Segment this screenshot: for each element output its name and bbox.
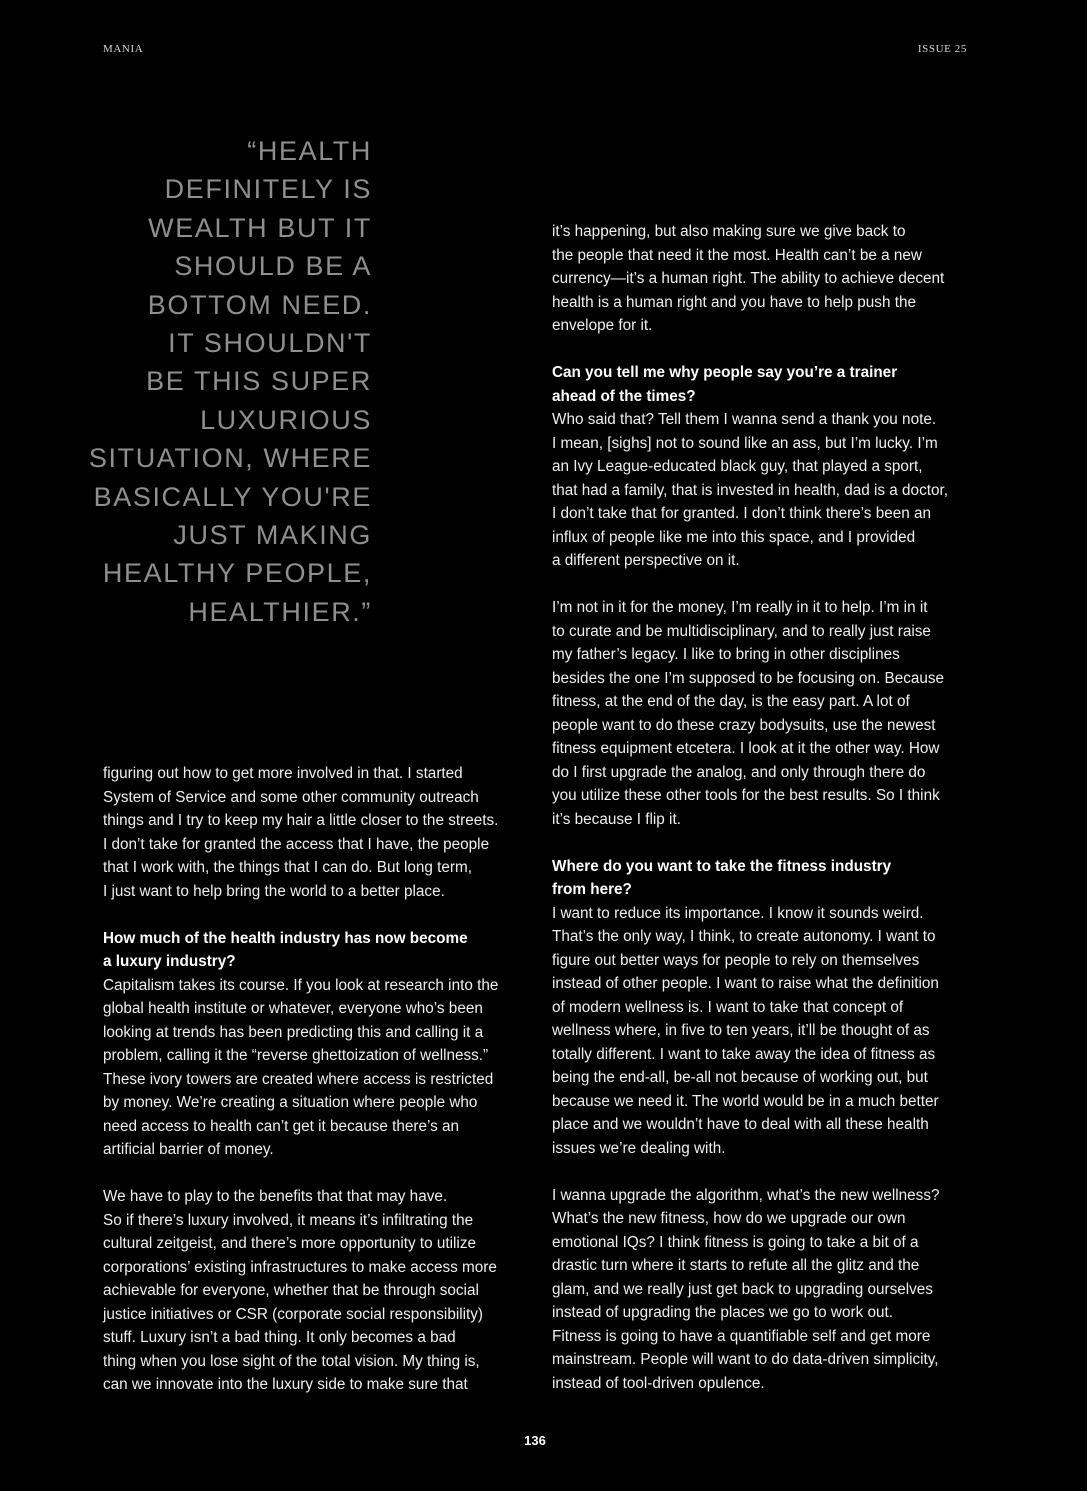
- text-line: an Ivy League-educated black guy, that played a sport,: [552, 458, 923, 475]
- pull-quote-line: WEALTH BUT IT: [148, 212, 372, 243]
- text-line: I wanna upgrade the algorithm, what’s the new wellness?: [552, 1186, 940, 1204]
- pull-quote-line: BASICALLY YOU'RE: [93, 481, 372, 512]
- pull-quote-line: BE THIS SUPER: [146, 366, 372, 397]
- text-line: it’s happening, but also making sure we give back to: [552, 223, 906, 240]
- body-paragraph: [552, 220, 972, 338]
- text-line: I want to reduce its importance. I know it sounds weird.: [552, 904, 924, 922]
- text-line: figure out better ways for people to rely on themselves: [552, 951, 920, 969]
- interview-question: How much of the health industry has now become: [103, 929, 468, 947]
- text-line: What’s the new fitness, how do we upgrade our own: [552, 1210, 906, 1227]
- text-line: fitness equipment etcetera. I look at it the other way. How: [552, 740, 940, 757]
- text-line: that I work with, the things that I can do. But long term,: [103, 859, 473, 876]
- text-line: I’m not in it for the money, I’m really in it to help. I’m in it: [552, 599, 928, 616]
- text-line: cultural zeitgeist, and there’s more opportunity to utilize: [103, 1235, 476, 1252]
- text-line: artificial barrier of money.: [103, 1141, 274, 1158]
- text-line: We have to play to the benefits that that may have.: [103, 1188, 448, 1205]
- text-line: figuring out how to get more involved in that. I started: [103, 765, 463, 782]
- text-line: corporations’ existing infrastructures to make access more: [103, 1258, 497, 1276]
- text-line: issues we’re dealing with.: [552, 1139, 726, 1157]
- text-line: I mean, [sighs] not to sound like an ass, but I’m lucky. I’m: [552, 434, 938, 452]
- text-line: because we need it. The world would be in a much better: [552, 1092, 939, 1110]
- qa-block: [103, 927, 523, 1162]
- body-paragraph: [552, 1184, 972, 1396]
- interview-question: from here?: [552, 881, 632, 898]
- text-line: problem, calling it the “reverse ghettoization of wellness.”: [103, 1047, 489, 1064]
- left-column: [103, 762, 523, 1397]
- pull-quote-line: BOTTOM NEED.: [147, 289, 372, 320]
- text-line: Capitalism takes its course. If you look at research into the: [103, 976, 499, 994]
- text-line: emotional IQs? I think fitness is going to take a bit of a: [552, 1233, 919, 1251]
- text-line: justice initiatives or CSR (corporate social responsibility): [103, 1305, 484, 1323]
- text-line: System of Service and some other community outreach: [103, 788, 479, 806]
- text-line: That’s the only way, I think, to create autonomy. I want to: [552, 928, 936, 945]
- text-line: things and I try to keep my hair a little closer to the streets.: [103, 812, 499, 829]
- qa-block: [552, 361, 972, 573]
- text-line: global health institute or whatever, everyone who’s been: [103, 1000, 483, 1017]
- text-line: achievable for everyone, whether that be through social: [103, 1282, 479, 1299]
- text-line: by money. We’re creating a situation where people who: [103, 1094, 478, 1111]
- pull-quote-line: HEALTHIER.”: [188, 596, 372, 627]
- text-line: glam, and we really just get back to upgrading ourselves: [552, 1280, 933, 1298]
- issue-number: ISSUE 25: [917, 43, 967, 55]
- pull-quote: [60, 132, 372, 631]
- interview-question: ahead of the times?: [552, 387, 696, 405]
- text-line: that had a family, that is invested in health, dad is a doctor,: [552, 481, 948, 499]
- body-paragraph: [103, 1185, 523, 1397]
- text-line: So if there’s luxury involved, it means it’s infiltrating the: [103, 1211, 474, 1229]
- interview-question: Can you tell me why people say you’re a trainer: [552, 364, 898, 381]
- pull-quote-line: SHOULD BE A: [174, 251, 372, 282]
- text-line: These ivory towers are created where access is restricted: [103, 1070, 494, 1088]
- text-line: besides the one I’m supposed to be focusing on. Because: [552, 669, 945, 687]
- pull-quote-line: DEFINITELY IS: [164, 174, 372, 205]
- text-line: I don’t take that for granted. I don’t think there’s been an: [552, 505, 931, 522]
- text-line: drastic turn where it starts to refute all the glitz and the: [552, 1257, 920, 1274]
- text-line: thing when you lose sight of the total vision. My thing is,: [103, 1352, 480, 1370]
- text-line: can we innovate into the luxury side to make sure that: [103, 1376, 468, 1393]
- pull-quote-line: IT SHOULDN'T: [168, 328, 372, 359]
- text-line: you utilize these other tools for the best results. So I think: [552, 787, 940, 804]
- text-line: instead of other people. I want to raise what the definition: [552, 975, 939, 992]
- pull-quote-line: HEALTHY PEOPLE,: [102, 558, 372, 589]
- text-line: looking at trends has been predicting this and calling it a: [103, 1023, 484, 1041]
- text-line: Who said that? Tell them I wanna send a thank you note.: [552, 411, 937, 428]
- text-line: mainstream. People will want to do data-driven simplicity,: [552, 1351, 939, 1368]
- text-line: need access to health can’t get it because there’s an: [103, 1117, 460, 1135]
- text-line: do I first upgrade the analog, and only through there do: [552, 763, 926, 781]
- text-line: I just want to help bring the world to a better place.: [103, 882, 445, 900]
- text-line: Fitness is going to have a quantifiable self and get more: [552, 1327, 931, 1345]
- text-line: fitness, at the end of the day, is the easy part. A lot of: [552, 693, 910, 710]
- text-line: instead of tool-driven opulence.: [552, 1374, 765, 1392]
- text-line: currency—it’s a human right. The ability to achieve decent: [552, 270, 945, 287]
- qa-block: [552, 855, 972, 1161]
- page-number: 136: [524, 1433, 546, 1448]
- text-line: envelope for it.: [552, 317, 653, 334]
- text-line: stuff. Luxury isn’t a bad thing. It only becomes a bad: [103, 1329, 456, 1346]
- text-line: I don’t take for granted the access that I have, the people: [103, 835, 490, 853]
- text-line: my father’s legacy. I like to bring in other disciplines: [552, 646, 900, 663]
- text-line: a different perspective on it.: [552, 552, 740, 569]
- text-line: to curate and be multidisciplinary, and to really just raise: [552, 622, 931, 640]
- publication-name: MANIA: [103, 43, 144, 55]
- text-line: instead of upgrading the places we go to work out.: [552, 1304, 893, 1321]
- interview-question: Where do you want to take the fitness industry: [552, 857, 892, 875]
- pull-quote-line: JUST MAKING: [173, 520, 372, 551]
- body-paragraph: [103, 762, 523, 903]
- text-line: health is a human right and you have to help push the: [552, 293, 916, 311]
- text-line: of modern wellness is. I want to take that concept of: [552, 998, 904, 1016]
- body-paragraph: [552, 596, 972, 831]
- text-line: it’s because I flip it.: [552, 810, 681, 828]
- pull-quote-line: SITUATION, WHERE: [88, 443, 372, 474]
- text-line: wellness where, in five to ten years, it’ll be thought of as: [552, 1022, 930, 1039]
- right-column: [552, 220, 972, 1395]
- text-line: the people that need it the most. Health can’t be a new: [552, 246, 922, 264]
- text-line: being the end-all, be-all not because of working out, but: [552, 1069, 928, 1086]
- pull-quote-line: “HEALTH: [247, 136, 372, 166]
- text-line: totally different. I want to take away the idea of fitness as: [552, 1045, 936, 1063]
- pull-quote-line: LUXURIOUS: [200, 404, 372, 435]
- interview-question: a luxury industry?: [103, 953, 236, 970]
- text-line: influx of people like me into this space, and I provided: [552, 528, 916, 546]
- text-line: people want to do these crazy bodysuits, use the newest: [552, 716, 936, 734]
- text-line: place and we wouldn’t have to deal with all these health: [552, 1116, 929, 1133]
